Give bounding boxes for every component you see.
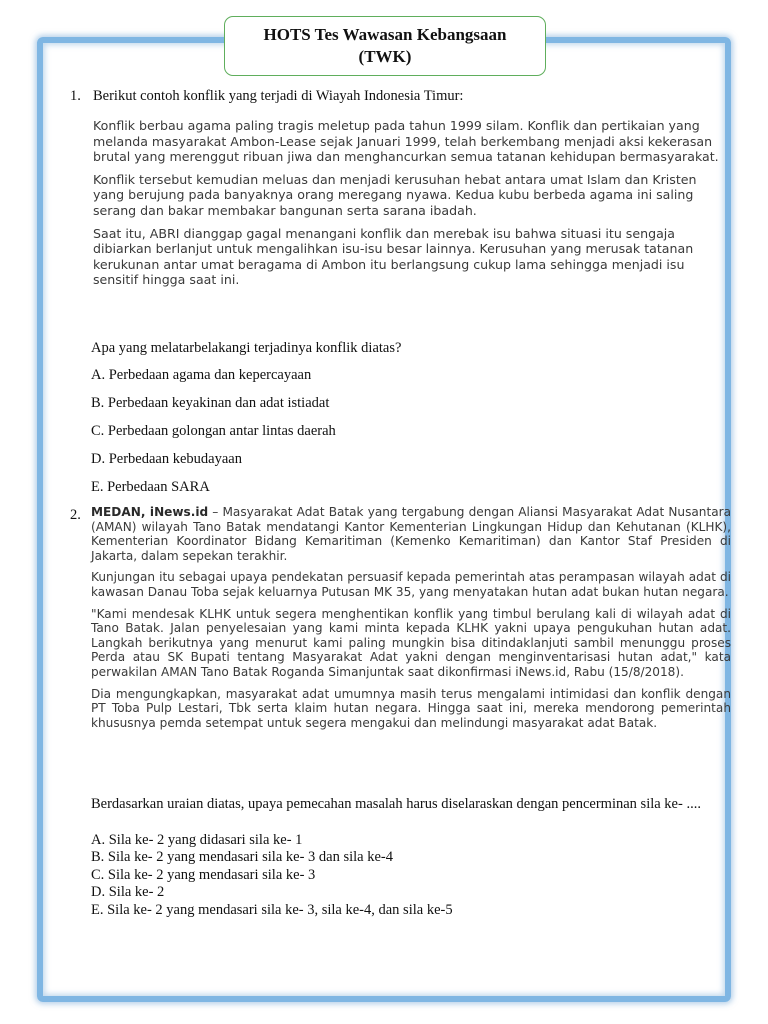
- question-2-passage: [91, 505, 731, 737]
- document-subtitle: (TWK): [358, 47, 412, 66]
- question-1-option-c[interactable]: C. Perbedaan golongan antar lintas daerah: [91, 423, 336, 439]
- question-1-option-b[interactable]: B. Perbedaan keyakinan dan adat istiadat: [91, 395, 330, 411]
- question-2-number: 2.: [70, 507, 81, 523]
- question-1-option-a[interactable]: A. Perbedaan agama dan kepercayaan: [91, 367, 312, 383]
- question-2-options: [91, 832, 453, 919]
- question-1-option-e[interactable]: E. Perbedaan SARA: [91, 479, 210, 495]
- document-title-box: [224, 16, 546, 76]
- question-1-prompt: Apa yang melatarbelakangi terjadinya konflik diatas?: [91, 340, 402, 356]
- question-2-option-b[interactable]: B. Sila ke- 2 yang mendasari sila ke- 3 dan sila ke-4: [91, 849, 394, 866]
- passage-paragraph: [91, 505, 731, 563]
- passage-paragraph: Konflik tersebut kemudian meluas dan menjadi kerusuhan hebat antara umat Islam dan Kristen yang berujung pada banyaknya orang meregang nyawa. Kedua kubu berbeda agama ini saling serang dan bakar membakar bangunan serta sarana ibadah.: [93, 171, 697, 218]
- news-source: MEDAN, iNews.id: [91, 505, 209, 519]
- question-2-option-a[interactable]: A. Sila ke- 2 yang didasari sila ke- 1: [91, 832, 303, 848]
- passage-paragraph: Kunjungan itu sebagai upaya pendekatan persuasif kepada pemerintah atas perampasan wilayah adat di kawasan Danau Toba sejak keluarnya Putusan MK 35, yang menyatakan hutan adat bukan hutan negara.: [91, 570, 731, 599]
- question-1-option-d[interactable]: D. Perbedaan kebudayaan: [91, 451, 242, 467]
- question-1-passage: [93, 118, 723, 295]
- question-1-intro: Berikut contoh konflik yang terjadi di Wiayah Indonesia Timur:: [93, 88, 464, 104]
- question-1-number: 1.: [70, 88, 81, 104]
- question-2-prompt: Berdasarkan uraian diatas, upaya pemecahan masalah harus diselaraskan dengan pencerminan sila ke- ....: [91, 796, 701, 812]
- news-lead: – Masyarakat Adat Batak yang tergabung dengan Aliansi Masyarakat Adat Nusantara (AMAN) wilayah Tano Batak mendatangi Kantor Kementerian Lingkungan Hidup dan Kehutanan (KLHK), Kementerian Koordinator Bidang Kemaritiman (Kemenko Kemaritiman) dan Kantor Staf Presiden di Jakarta, dalam sepekan terakhir.: [91, 505, 731, 563]
- passage-paragraph: Konflik berbau agama paling tragis meletup pada tahun 1999 silam. Konflik dan pertikaian yang melanda masyarakat Ambon-Lease sejak Januari 1999, telah berkembang menjadi aksi kekerasan brutal yang merenggut ribuan jiwa dan menghancurkan semua tatanan kehidupan bermasyarakat.: [93, 118, 719, 165]
- passage-paragraph: Saat itu, ABRI dianggap gagal menangani konflik dan merebak isu bahwa situasi itu sengaja dibiarkan berlanjut untuk mengalihkan isu-isu besar lainnya. Kerusuhan yang merusak tatanan kerukunan antar umat beragama di Ambon itu berlangsung cukup lama sehingga menjadi isu sensitif hingga saat ini.: [93, 225, 694, 288]
- passage-paragraph: "Kami mendesak KLHK untuk segera menghentikan konflik yang timbul berulang kali di wilayah adat di Tano Batak. Jalan penyelesaian yang kami minta kepada KLHK yakni upaya pengukuhan hutan adat. Langkah berikutnya yang menurut kami paling mungkin bisa ditindaklanjuti sambil menunggu proses Perda atau SK Bupati tentang Masyarakat Adat yakni dengan menginventarisasi hutan adat," kata perwakilan AMAN Tano Batak Roganda Simanjuntak saat dikonfirmasi iNews.id, Rabu (15/8/2018).: [91, 606, 731, 679]
- document-title: HOTS Tes Wawasan Kebangsaan: [263, 25, 507, 44]
- question-2-option-e[interactable]: E. Sila ke- 2 yang mendasari sila ke- 3, sila ke-4, dan sila ke-5: [91, 901, 453, 918]
- question-2-option-c[interactable]: C. Sila ke- 2 yang mendasari sila ke- 3: [91, 866, 316, 883]
- question-2-option-d[interactable]: D. Sila ke- 2: [91, 884, 165, 901]
- passage-paragraph: Dia mengungkapkan, masyarakat adat umumnya masih terus mengalami intimidasi dan konflik dengan PT Toba Pulp Lestari, Tbk serta klaim hutan negara. Hingga saat ini, mereka mendorong pemerintah khususnya pemda setempat untuk segera mengakui dan melindungi masyarakat adat Batak.: [91, 686, 731, 730]
